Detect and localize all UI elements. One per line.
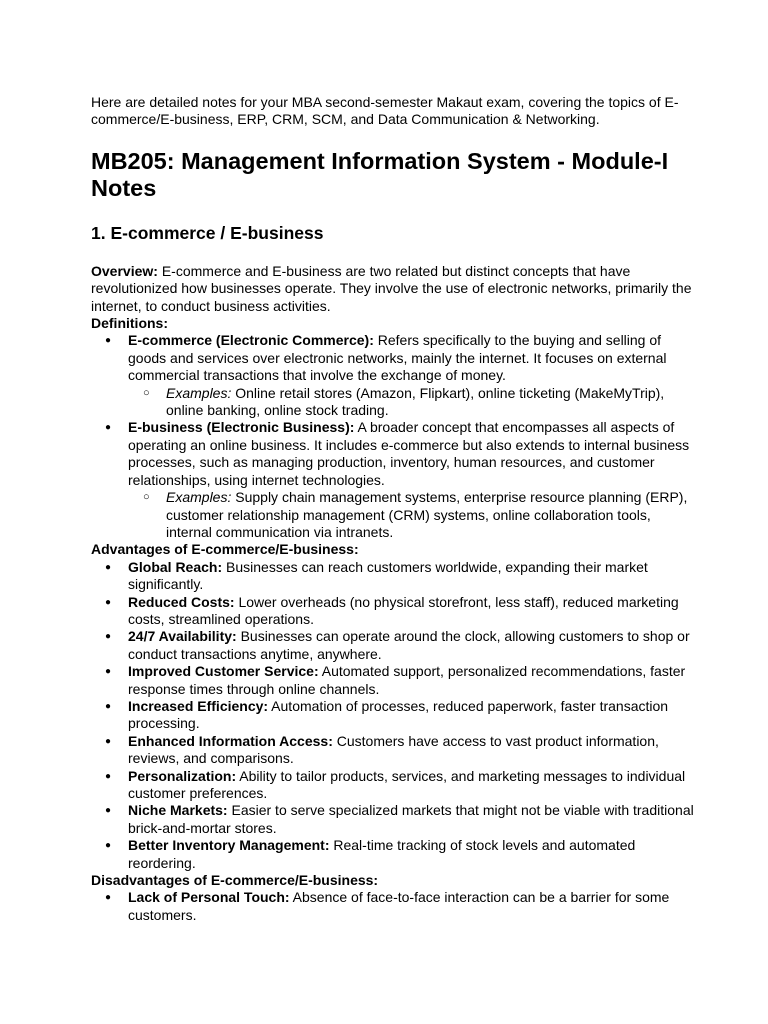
advantage-item: [91, 594, 698, 629]
disadvantages-list: [91, 889, 698, 924]
advantage-item: [91, 698, 698, 733]
example-label: Examples:: [166, 489, 232, 506]
disadvantage-text: Absence of face-to-face interaction can be a barrier for some customers.: [128, 889, 670, 923]
advantage-item: [91, 802, 698, 837]
disadvantage-term: Lack of Personal Touch:: [128, 889, 290, 906]
disadvantage-item: [91, 889, 698, 924]
definition-term: E-business (Electronic Business):: [128, 419, 355, 436]
overview-text: E-commerce and E-business are two related but distinct concepts that have revolutionized how businesses operate. They involve the use of electronic networks, primarily the internet, to conduct business activities.: [91, 262, 692, 314]
advantage-term: Personalization:: [128, 767, 237, 784]
example-list: [128, 489, 698, 541]
definition-item: [91, 419, 698, 541]
section-heading: 1. E-commerce / E-business: [91, 222, 324, 243]
advantage-item: [91, 663, 698, 698]
advantage-text: Businesses can reach customers worldwide, expanding their market significantly.: [128, 558, 648, 593]
example-list: [128, 385, 698, 420]
advantage-term: Reduced Costs:: [128, 593, 235, 610]
example-item: [128, 489, 698, 541]
intro-paragraph: Here are detailed notes for your MBA second-semester Makaut exam, covering the topics of E-commerce/E-business, ERP, CRM, SCM, and Data Communication & Networking.: [91, 94, 679, 128]
advantage-text: Easier to serve specialized markets that might not be viable with traditional brick-and-mortar stores.: [128, 802, 694, 836]
advantage-term: Better Inventory Management:: [128, 837, 330, 854]
advantage-term: Niche Markets:: [128, 802, 228, 819]
advantage-text: Automated support, personalized recommendations, faster response times through online channels.: [128, 663, 686, 697]
definition-text: A broader concept that encompasses all aspects of operating an online business. It includes e-commerce but also extends to internal business processes, such as managing production, inventory, human resources, and customer relationships, using internet technologies.: [128, 419, 690, 488]
example-text: Supply chain management systems, enterprise resource planning (ERP), customer relationship management (CRM) systems, online collaboration tools, internal communication via intranets.: [166, 489, 688, 540]
advantage-text: Automation of processes, reduced paperwork, faster transaction processing.: [128, 697, 669, 732]
advantage-item: [91, 628, 698, 663]
disadvantages-label: Disadvantages of E-commerce/E-business:: [91, 872, 379, 889]
advantage-text: Ability to tailor products, services, and marketing messages to individual customer preferences.: [128, 767, 686, 801]
advantage-text: Real-time tracking of stock levels and automated reordering.: [128, 837, 636, 871]
advantages-label: Advantages of E-commerce/E-business:: [91, 541, 359, 558]
definition-term: E-commerce (Electronic Commerce):: [128, 332, 374, 349]
advantage-term: Increased Efficiency:: [128, 697, 269, 714]
example-text: Online retail stores (Amazon, Flipkart), online ticketing (MakeMyTrip), online banking, online stock trading.: [166, 384, 665, 419]
advantage-text: Customers have access to vast product information, reviews, and comparisons.: [128, 732, 659, 767]
advantage-text: Lower overheads (no physical storefront, less staff), reduced marketing costs, streamlined operations.: [128, 593, 679, 627]
page-title: MB205: Management Information System - Module-I Notes: [91, 147, 669, 202]
advantage-item: [91, 559, 698, 594]
advantage-item: [91, 837, 698, 872]
advantage-term: 24/7 Availability:: [128, 628, 237, 645]
overview-paragraph: [91, 263, 698, 315]
definitions-list: [91, 332, 698, 541]
definition-item: [91, 332, 698, 419]
advantages-list: [91, 559, 698, 872]
definitions-label: Definitions:: [91, 315, 168, 332]
example-item: [128, 385, 698, 420]
definition-text: Refers specifically to the buying and selling of goods and services over electronic networks, mainly the internet. It focuses on external commercial transactions that involve the exchange of money.: [128, 332, 667, 384]
advantage-text: Businesses can operate around the clock, allowing customers to shop or conduct transactions anytime, anywhere.: [128, 628, 690, 662]
example-label: Examples:: [166, 384, 232, 401]
advantage-item: [91, 733, 698, 768]
advantage-term: Global Reach:: [128, 558, 223, 575]
overview-label: Overview:: [91, 262, 158, 279]
advantage-item: [91, 768, 698, 803]
advantage-term: Improved Customer Service:: [128, 663, 319, 680]
advantage-term: Enhanced Information Access:: [128, 732, 333, 749]
